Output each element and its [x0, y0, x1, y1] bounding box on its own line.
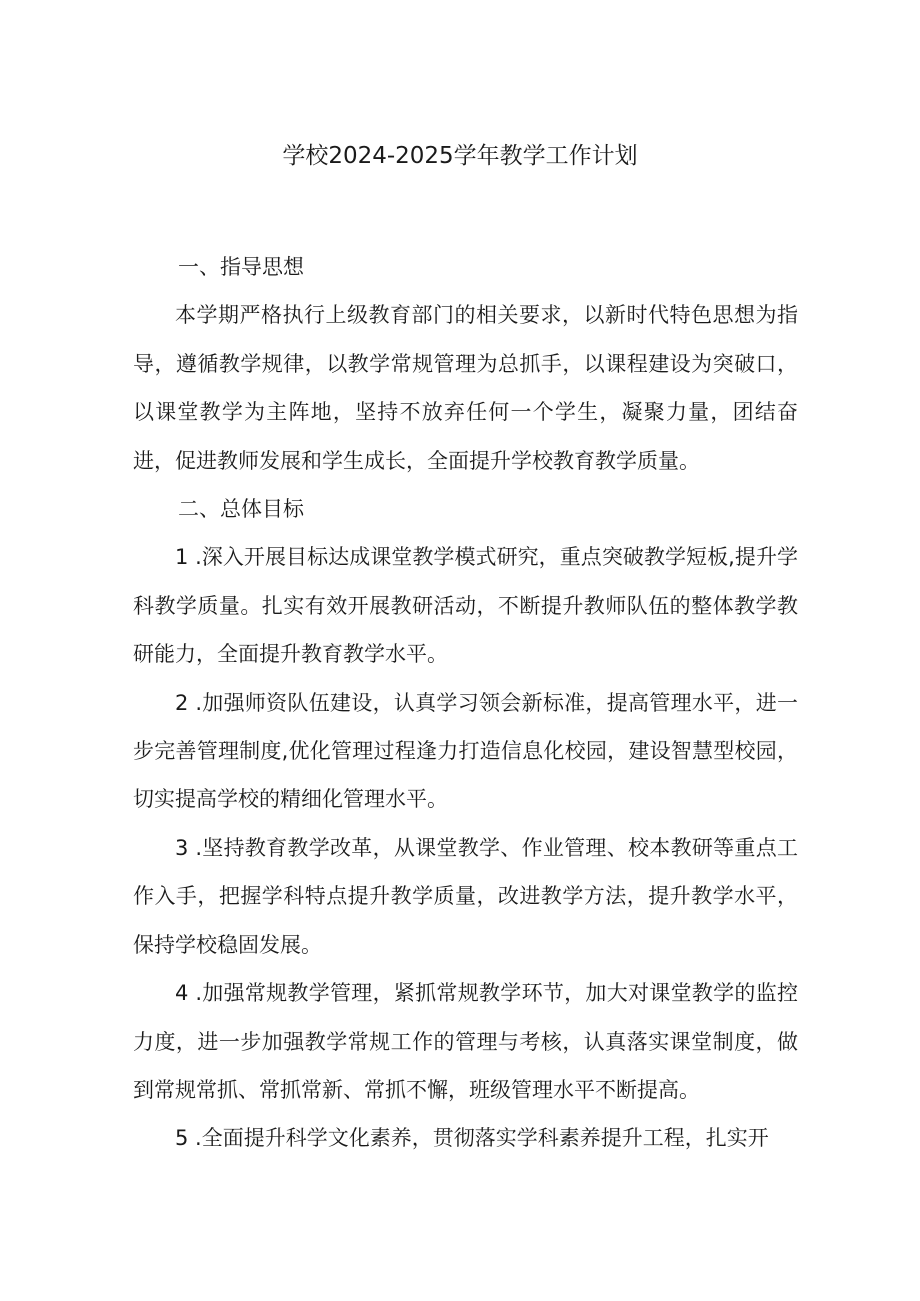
goal-item-4: 4 .加强常规教学管理，紧抓常规教学环节，加大对课堂教学的监控力度，进一步加强教学常规工作的管理与考核，认真落实课堂制度，做到常规常抓、常抓常新、常抓不懈，班级管理水平不断提高。 [133, 981, 798, 1102]
goal-item-1: 1 .深入开展目标达成课堂教学模式研究，重点突破教学短板,提升学科教学质量。扎实有效开展教研活动，不断提升教师队伍的整体教学教研能力，全面提升教育教学水平。 [133, 545, 798, 667]
paragraph-guiding-ideology: 本学期严格执行上级教育部门的相关要求，以新时代特色思想为指导，遵循教学规律，以教学常规管理为总抓手，以课程建设为突破口，以课堂教学为主阵地，坚持不放弃任何一个学生，凝聚力量，团结奋进，促进教师发展和学生成长，全面提升学校教育教学质量。 [133, 303, 798, 473]
goal-item-3: 3 .坚持教育教学改革，从课堂教学、作业管理、校本教研等重点工作入手，把握学科特点提升教学质量，改进教学方法，提升教学水平，保持学校稳固发展。 [133, 835, 798, 957]
goal-item-5: 5 .全面提升科学文化素养，贯彻落实学科素养提升工程，扎实开 [175, 1126, 769, 1151]
document-title: 学校2024-2025学年教学工作计划 [282, 143, 638, 169]
goal-item-2: 2 .加强师资队伍建设，认真学习领会新标准，提高管理水平，进一步完善管理制度,优化管理过程逢力打造信息化校园，建设智慧型校园，切实提高学校的精细化管理水平。 [133, 690, 798, 812]
document-body [133, 243, 798, 1163]
section-heading-guiding-ideology: 一、指导思想 [178, 255, 304, 279]
section-heading-overall-goals: 二、总体目标 [178, 497, 304, 522]
